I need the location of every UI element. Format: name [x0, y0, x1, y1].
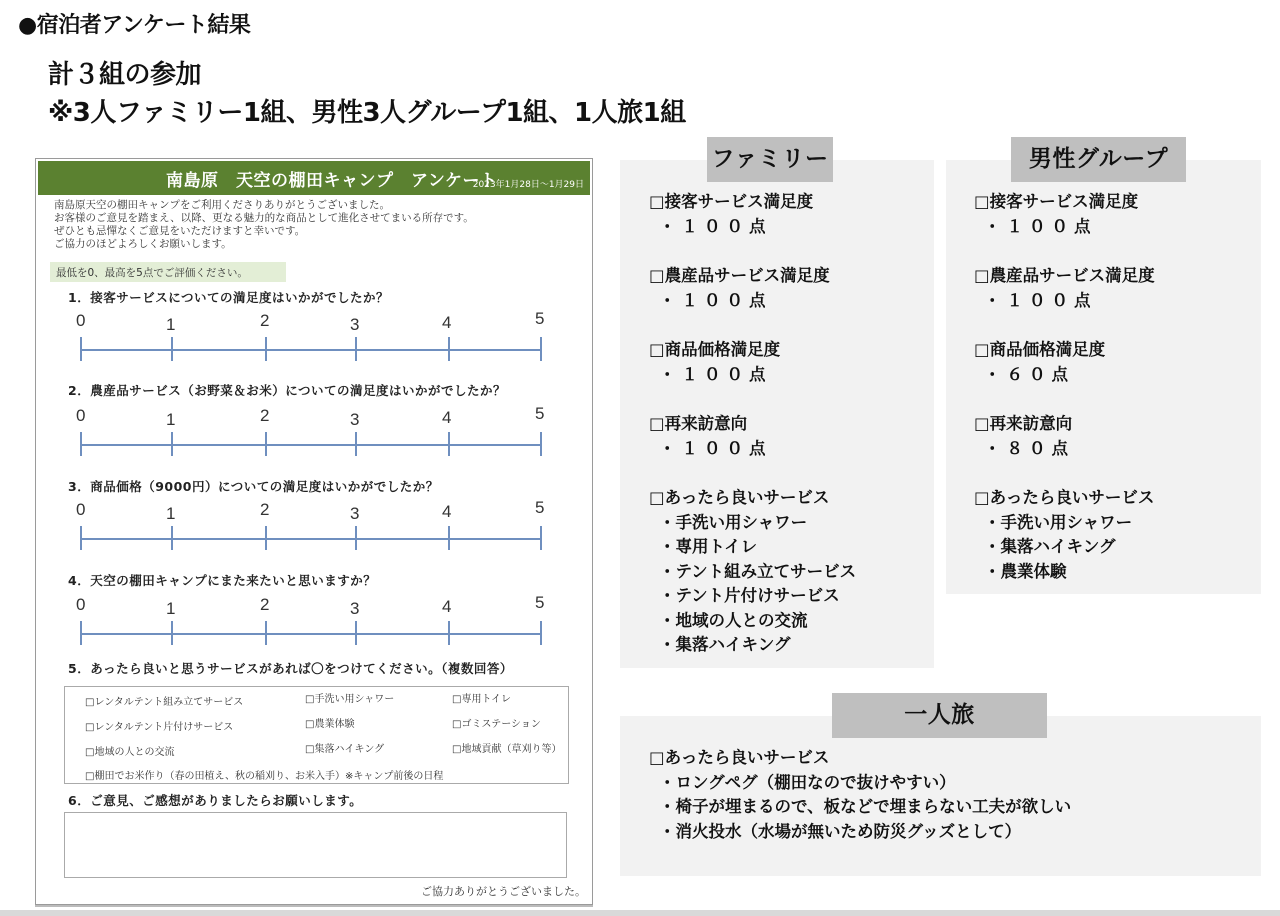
scale-tick [265, 526, 267, 550]
scale-label: 5 [535, 593, 545, 612]
intro-line: ぜひとも忌憚なくご意見をいただけますと幸いです。 [54, 225, 306, 237]
scale-tick [265, 337, 267, 361]
scale-tick [171, 432, 173, 456]
wishlist-item: ・手洗い用シャワー [659, 512, 808, 532]
metric-label: □接客サービス満足度 [649, 192, 814, 211]
solo-results-panel [620, 716, 1261, 876]
survey-form-image [35, 158, 593, 905]
scale-tick [540, 432, 542, 456]
survey-title: 南島原 天空の棚田キャンプ アンケート [166, 171, 498, 191]
scale-label: 3 [350, 410, 360, 429]
wishlist-item: ・手洗い用シャワー [984, 512, 1133, 532]
metric-score: ・１００点 [984, 216, 1097, 236]
scale-label: 0 [76, 406, 86, 425]
wishlist-item: ・椅子が埋まるので、板などで埋まらない工夫が欲しい [659, 797, 1072, 816]
service-options-box [64, 686, 569, 784]
scale-label: 5 [535, 404, 545, 423]
question-2: 2．農産品サービス（お野菜＆お米）についての満足度はいかがでしたか？ [68, 383, 506, 398]
rating-scale-3[interactable] [76, 498, 545, 558]
rating-scale-1[interactable] [76, 309, 545, 369]
wishlist-item: ・農業体験 [984, 561, 1067, 581]
scale-line [80, 444, 542, 446]
scale-tick [540, 526, 542, 550]
wishlist-item: ・テント片付けサービス [659, 586, 840, 605]
metric-score: ・１００点 [984, 290, 1097, 310]
metric-score: ・８０点 [984, 438, 1074, 458]
option-checkbox[interactable]: □棚田でお米作り（春の田植え、秋の稲刈り、お米入手）※キャンプ前後の日程 [85, 771, 444, 782]
metric-score: ・６０点 [984, 364, 1074, 384]
scale-tick [355, 432, 357, 456]
scale-label: 0 [76, 500, 86, 519]
question-3: 3．商品価格（9000円）についての満足度はいかがでしたか？ [68, 479, 439, 494]
survey-header [38, 161, 590, 195]
wishlist-item: ・集落ハイキング [659, 635, 791, 654]
scale-label: 3 [350, 315, 360, 334]
summary-total: 計３組の参加 [48, 60, 202, 90]
page-heading: ●宿泊者アンケート結果 [18, 13, 251, 38]
male-group-panel-title: 男性グループ [1011, 137, 1186, 182]
wishlist-label: □あったら良いサービス [649, 748, 830, 767]
male-group-results-list [974, 190, 1155, 584]
metric-score: ・１００点 [659, 438, 772, 458]
scale-label: 1 [166, 504, 176, 523]
survey-date-range: 2023年1月28日～1月29日 [472, 180, 584, 190]
scale-tick [355, 526, 357, 550]
scale-line [80, 538, 542, 540]
scale-label: 5 [535, 498, 545, 517]
metric-label: □商品価格満足度 [649, 340, 781, 359]
scale-tick [448, 337, 450, 361]
wishlist-item: ・専用トイレ [659, 537, 758, 556]
scale-tick [80, 337, 82, 361]
metric-label: □農産品サービス満足度 [649, 266, 830, 285]
intro-line: お客様のご意見を踏まえ、以降、更なる魅力的な商品として進化させてまいる所存です。 [54, 212, 474, 224]
scale-label: 2 [260, 500, 270, 519]
scale-label: 3 [350, 504, 360, 523]
scale-tick [540, 621, 542, 645]
option-checkbox[interactable]: □レンタルテント片付けサービス [85, 722, 234, 733]
scale-instructions: 最低を0、最高を5点でご評価ください。 [50, 262, 286, 282]
scale-tick [265, 432, 267, 456]
scale-tick [540, 337, 542, 361]
summary-breakdown: ※3人ファミリー1組、男性3人グループ1組、1人旅1組 [48, 98, 686, 128]
scale-tick [80, 526, 82, 550]
bottom-divider [0, 910, 1280, 916]
scale-tick [171, 621, 173, 645]
wishlist-label: □あったら良いサービス [649, 488, 830, 507]
question-5: 5．あったら良いと思うサービスがあれば〇をつけてください。（複数回答） [68, 661, 513, 676]
scale-label: 2 [260, 406, 270, 425]
option-checkbox[interactable]: □手洗い用シャワー [305, 694, 395, 705]
solo-results-list [649, 746, 1071, 844]
metric-label: □再来訪意向 [649, 414, 748, 433]
wishlist-item: ・集落ハイキング [984, 537, 1116, 556]
scale-label: 2 [260, 311, 270, 330]
scale-tick [355, 337, 357, 361]
wishlist-item: ・ロングペグ（棚田なので抜けやすい） [659, 772, 956, 792]
scale-tick [355, 621, 357, 645]
wishlist-item: ・消火投水（水場が無いため防災グッズとして） [659, 821, 1022, 841]
scale-label: 4 [442, 408, 452, 427]
metric-score: ・１００点 [659, 290, 772, 310]
participation-summary [48, 56, 686, 132]
scale-line [80, 633, 542, 635]
family-results-list [649, 190, 856, 658]
rating-scale-4[interactable] [76, 593, 545, 653]
question-1: 1．接客サービスについての満足度はいかがでしたか？ [68, 290, 389, 305]
wishlist-item: ・テント組み立てサービス [659, 561, 857, 581]
scale-tick [80, 432, 82, 456]
scale-label: 1 [166, 315, 176, 334]
scale-label: 3 [350, 599, 360, 618]
question-6: 6．ご意見、ご感想がありましたらお願いします。 [68, 793, 363, 808]
scale-label: 4 [442, 313, 452, 332]
intro-line: 南島原天空の棚田キャンプをご利用くださりありがとうございました。 [54, 199, 390, 211]
scale-line [80, 349, 542, 351]
option-checkbox[interactable]: □専用トイレ [452, 694, 511, 705]
scale-label: 4 [442, 502, 452, 521]
scale-label: 2 [260, 595, 270, 614]
metric-score: ・１００点 [659, 364, 772, 384]
option-checkbox[interactable]: □集落ハイキング [305, 744, 385, 755]
scale-label: 4 [442, 597, 452, 616]
wishlist-label: □あったら良いサービス [974, 488, 1155, 507]
option-checkbox[interactable]: □地域の人との交流 [85, 747, 175, 758]
solo-panel-title: 一人旅 [832, 693, 1047, 738]
metric-label: □再来訪意向 [974, 414, 1073, 433]
scale-label: 0 [76, 595, 86, 614]
male-group-results-panel [946, 160, 1261, 594]
rating-scale-2[interactable] [76, 404, 545, 464]
option-checkbox[interactable]: □レンタルテント組み立てサービス [85, 697, 244, 708]
comment-textarea[interactable] [64, 812, 567, 878]
metric-label: □商品価格満足度 [974, 340, 1106, 359]
scale-tick [171, 526, 173, 550]
wishlist-item: ・地域の人との交流 [659, 610, 808, 630]
family-panel-title: ファミリー [707, 137, 833, 182]
option-checkbox[interactable]: □農業体験 [305, 719, 355, 730]
scale-label: 1 [166, 599, 176, 618]
question-4: 4．天空の棚田キャンプにまた来たいと思いますか？ [68, 573, 377, 588]
scale-tick [265, 621, 267, 645]
survey-thanks: ご協力ありがとうございました。 [421, 885, 586, 898]
family-results-panel [620, 160, 934, 668]
scale-tick [448, 526, 450, 550]
survey-intro [54, 199, 474, 251]
metric-score: ・１００点 [659, 216, 772, 236]
option-checkbox[interactable]: □地域貢献（草刈り等） [452, 744, 562, 755]
scale-tick [448, 432, 450, 456]
intro-line: ご協力のほどよろしくお願いします。 [54, 238, 232, 250]
scale-label: 0 [76, 311, 86, 330]
scale-label: 5 [535, 309, 545, 328]
scale-tick [448, 621, 450, 645]
scale-label: 1 [166, 410, 176, 429]
metric-label: □農産品サービス満足度 [974, 266, 1155, 285]
scale-tick [80, 621, 82, 645]
option-checkbox[interactable]: □ゴミステーション [452, 719, 541, 730]
metric-label: □接客サービス満足度 [974, 192, 1139, 211]
scale-tick [171, 337, 173, 361]
